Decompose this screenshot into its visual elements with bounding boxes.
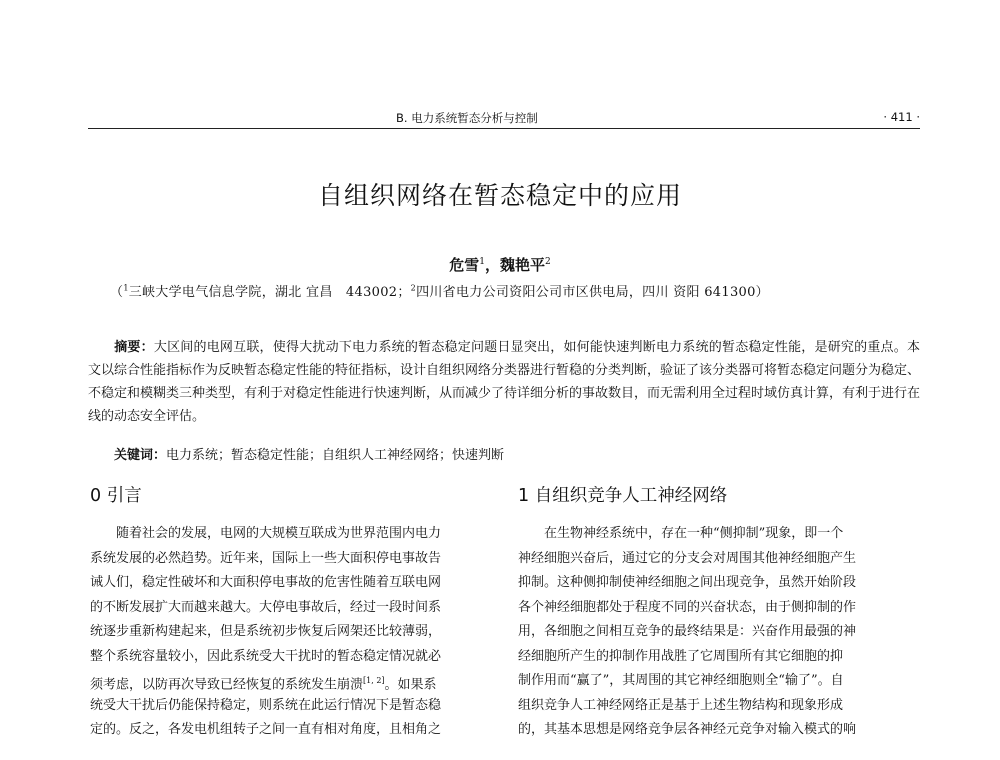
author-1: 危雪 (449, 256, 480, 274)
abstract-label: 摘要： (114, 340, 154, 355)
body-line: 的，其基本思想是网络竞争层各神经元竞争对输入模式的响 (518, 722, 857, 737)
section-0-body (90, 522, 492, 743)
keywords-label: 关键词： (114, 448, 167, 463)
body-line: 组织竞争人工神经网络正是基于上述生物结构和现象形成 (518, 697, 844, 713)
body-line: 随着社会的发展，电网的大规模互联成为世界范围内电力 (116, 526, 442, 541)
page-number: · 411 · (883, 110, 920, 124)
author-2: 魏艳平 (500, 256, 546, 274)
affiliation-1: 三峡大学电气信息学院，湖北 宜昌 443002； (128, 285, 411, 300)
body-line: 统逐步重新构建起来，但是系统初步恢复后网架还比较薄弱， (90, 624, 442, 639)
author-2-mark: 2 (545, 257, 551, 267)
body-line: 定的。反之，各发电机组转子之间一直有相对角度，且相角之 (90, 722, 442, 737)
body-line: 神经细胞兴奋后，通过它的分支会对周围其他神经细胞产生 (518, 550, 857, 566)
author-separator: ， (484, 256, 500, 274)
running-header-section: B. 电力系统暂态分析与控制 (396, 111, 538, 125)
body-line: 各个神经细胞都处于程度不同的兴奋状态，由于侧抑制的作 (518, 599, 857, 615)
body-line: 的不断发展扩大而越来越大。大停电事故后，经过一段时间系 (90, 599, 442, 615)
affiliation-line (110, 281, 910, 300)
author-line (0, 254, 1000, 275)
abstract (88, 336, 920, 428)
affiliation-mark-2: 2 (410, 283, 417, 293)
body-line: 抑制。这种侧抑制使神经细胞之间出现竞争，虽然开始阶段 (518, 575, 857, 590)
body-line: 制作用而“赢了”，其周围的其它神经细胞则全“输了”。自 (518, 673, 844, 688)
affiliation-2: 四川省电力公司资阳公司市区供电局，四川 资阳 641300） (416, 285, 769, 300)
abstract-text: 大区间的电网互联，使得大扰动下电力系统的暂态稳定问题日显突出，如何能快速判断电力系统的暂态稳定性能，是研究的重点。本文以综合性能指标作为反映暂态稳定性能的特征指标，设计自组织网络分类器进行暂稳的分类判断，验证了该分类器可将暂态稳定问题分为稳定、不稳定和模糊类三种类型，有利于对稳定性能进行快速判断，从而减少了待详细分析的事故数目，而无需利用全过程时域仿真计算，有利于进行在线的动态安全评估。 (88, 340, 921, 424)
body-line-with-citation (90, 669, 492, 694)
body-line: 统受大干扰后仍能保持稳定，则系统在此运行情况下是暂态稳 (90, 697, 442, 713)
section-1-heading: 1 自组织竞争人工神经网络 (518, 486, 728, 506)
section-0-heading: 0 引言 (90, 486, 142, 506)
running-header (88, 108, 920, 129)
affiliation-open: （ (110, 285, 124, 300)
affiliation-mark-1: 1 (123, 283, 129, 293)
paper-title: 自组织网络在暂态稳定中的应用 (317, 181, 682, 210)
body-line: 系统发展的必然趋势。近年来，国际上一些大面积停电事故告 (90, 550, 442, 566)
body-line-text: 须考虑，以防再次导致已经恢复的系统发生崩溃 (90, 677, 364, 693)
body-line: 经细胞所产生的抑制作用战胜了它周围所有其它细胞的抑 (518, 648, 844, 664)
body-line: 诫人们，稳定性破坏和大面积停电事故的危害性随着互联电网 (90, 575, 442, 590)
body-line: 用，各细胞之间相互竞争的最终结果是：兴奋作用最强的神 (518, 624, 857, 639)
author-1-mark: 1 (479, 257, 485, 267)
citation: [1, 2] (363, 676, 385, 685)
body-line-tail: 。如果系 (384, 677, 437, 693)
section-1-body (518, 522, 920, 743)
body-line: 在生物神经系统中，存在一种“侧抑制”现象，即一个 (544, 526, 844, 541)
keywords-text: 电力系统；暂态稳定性能；自组织人工神经网络；快速判断 (166, 448, 505, 463)
keywords (114, 444, 920, 463)
body-line: 整个系统容量较小，因此系统受大干扰时的暂态稳定情况就必 (90, 648, 442, 664)
